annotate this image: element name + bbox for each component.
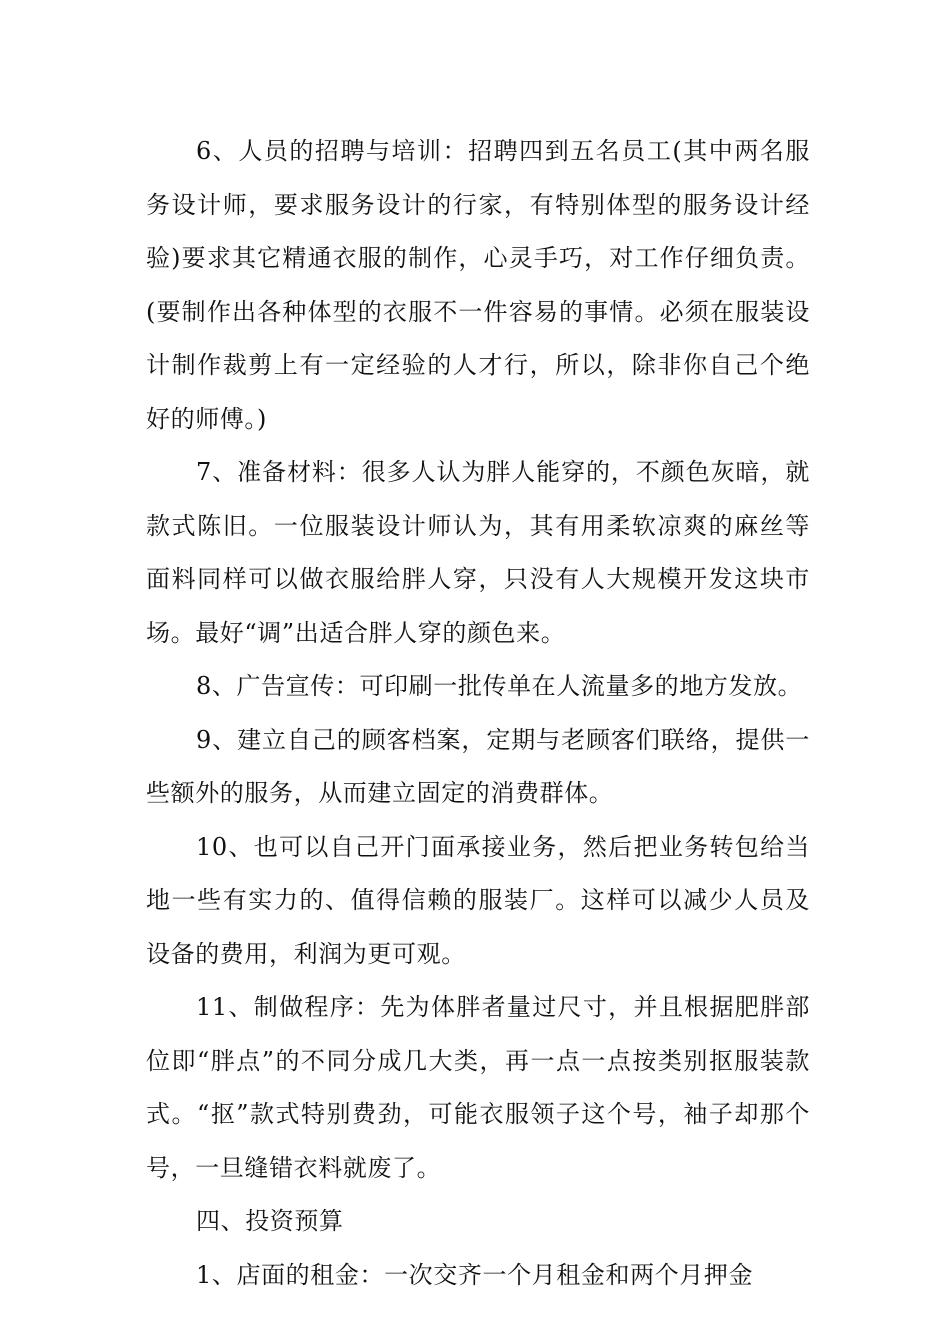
paragraph-7-materials: 7、准备材料：很多人认为胖人能穿的，不颜色灰暗，就款式陈旧。一位服装设计师认为，其有用柔软凉爽的麻丝等面料同样可以做衣服给胖人穿，只没有人大规模开发这块市场。最好“调”出适合胖人穿的颜色来。 (146, 458, 810, 647)
section-heading-investment-budget: 四、投资预算 (196, 1207, 344, 1235)
paragraph-8-advertising: 8、广告宣传：可印刷一批传单在人流量多的地方发放。 (196, 672, 803, 700)
paragraph-10-subcontracting: 10、也可以自己开门面承接业务，然后把业务转包给当地一些有实力的、值得信赖的服装厂。这样可以减少人员及设备的费用，利润为更可观。 (146, 832, 810, 968)
document-body (146, 125, 810, 1302)
paragraph-9-customer-records: 9、建立自己的顾客档案，定期与老顾客们联络，提供一些额外的服务，从而建立固定的消费群体。 (146, 725, 810, 807)
paragraph-1-rent: 1、店面的租金：一次交齐一个月租金和两个月押金 (196, 1260, 754, 1289)
paragraph-11-production-process: 11、制做程序：先为体胖者量过尺寸，并且根据肥胖部位即“胖点”的不同分成几大类，再一点一点按类别抠服装款式。“抠”款式特别费劲，可能衣服领子这个号，袖子却那个号，一旦缝错衣料就废了。 (146, 993, 810, 1182)
paragraph-6-recruitment: 6、人员的招聘与培训：招聘四到五名员工(其中两名服务设计师，要求服务设计的行家，有特别体型的服务设计经验)要求其它精通衣服的制作，心灵手巧，对工作仔细负责。(要制作出各种体型的衣服不一件容易的事情。必须在服装设计制作裁剪上有一定经验的人才行，所以，除非你自己个绝好的师傅。) (146, 137, 810, 433)
